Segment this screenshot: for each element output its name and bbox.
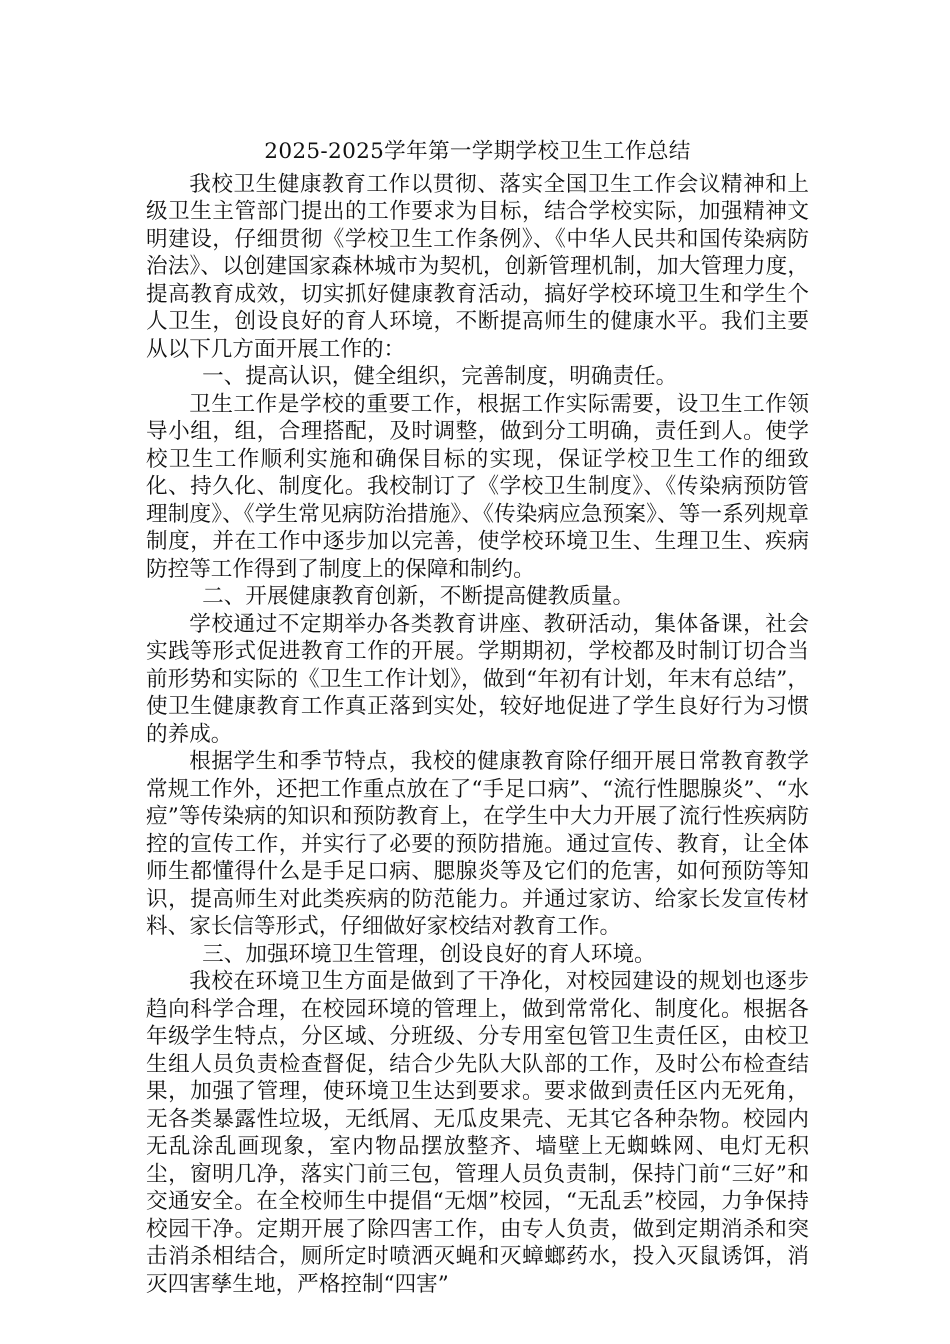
section-2-paragraph-1: 学校通过不定期举办各类教育讲座、教研活动，集体备课，社会实践等形式促进教育工作的开展。学期期初，学校都及时制订切合当前形势和实际的《卫生工作计划》，做到“年初有计划，年末有总结”，使卫生健康教育工作真正落到实处，较好地促进了学生良好行为习惯的养成。	[146, 611, 809, 747]
section-heading-2: 二、开展健康教育创新，不断提高健教质量。	[202, 584, 635, 609]
intro-paragraph: 我校卫生健康教育工作以贯彻、落实全国卫生工作会议精神和上级卫生主管部门提出的工作要求为目标，结合学校实际，加强精神文明建设，仔细贯彻《学校卫生工作条例》、《中华人民共和国传染病防治法》、以创建国家森林城市为契机，创新管理机制，加大管理力度，提高教育成效，切实抓好健康教育活动，搞好学校环境卫生和学生个人卫生，创设良好的育人环境，不断提高师生的健康水平。我们主要从以下几方面开展工作的：	[146, 171, 809, 362]
section-3-paragraph-1: 我校在环境卫生方面是做到了干净化，对校园建设的规划也逐步趋向科学合理，在校园环境的管理上，做到常常化、制度化。根据各年级学生特点，分区域、分班级、分专用室包管卫生责任区，由校卫生组人员负责检查督促，结合少先队大队部的工作，及时公布检查结果，加强了管理，使环境卫生达到要求。要求做到责任区内无死角，无各类暴露性垃圾，无纸屑、无瓜皮果壳、无其它各种杂物。校园内无乱涂乱画现象，室内物品摆放整齐、墙壁上无蜘蛛网、电灯无积尘，窗明几净，落实门前三包，管理人员负责制，保持门前“三好”和交通安全。在全校师生中提倡“无烟”校园，“无乱丢”校园，力争保持校园干净。定期开展了除四害工作，由专人负责，做到定期消杀和突击消杀相结合，厕所定时喷洒灭蝇和灭蟑螂药水，投入灭鼠诱饵，消灭四害孳生地，严格控制“四害”	[146, 969, 809, 1297]
section-heading-1: 一、提高认识，健全组织，完善制度，明确责任。	[202, 364, 678, 389]
section-1-paragraph: 卫生工作是学校的重要工作，根据工作实际需要，设卫生工作领导小组，组，合理搭配，及时调整，做到分工明确，责任到人。使学校卫生工作顺利实施和确保目标的实现，保证学校卫生工作的细致化、持久化、制度化。我校制订了《学校卫生制度》、《传染病预防管理制度》、《学生常见病防治措施》、《传染病应急预案》、等一系列规章制度，并在工作中逐步加以完善，使学校环境卫生、生理卫生、疾病防控等工作得到了制度上的保障和制约。	[146, 391, 809, 582]
document-body	[146, 130, 809, 1298]
document-title: 2025-2025学年第一学期学校卫生工作总结	[264, 139, 691, 164]
section-2-paragraph-2: 根据学生和季节特点，我校的健康教育除仔细开展日常教育教学常规工作外，还把工作重点放在了“手足口病”、“流行性腮腺炎”、“水痘”等传染病的知识和预防教育上，在学生中大力开展了流行性疾病防控的宣传工作，并实行了必要的预防措施。通过宣传、教育，让全体师生都懂得什么是手足口病、腮腺炎等及它们的危害，如何预防等知识，提高师生对此类疾病的防范能力。并通过家访、给家长发宣传材料、家长信等形式，仔细做好家校结对教育工作。	[146, 749, 809, 939]
section-heading-3: 三、加强环境卫生管理，创设良好的育人环境。	[202, 941, 656, 967]
